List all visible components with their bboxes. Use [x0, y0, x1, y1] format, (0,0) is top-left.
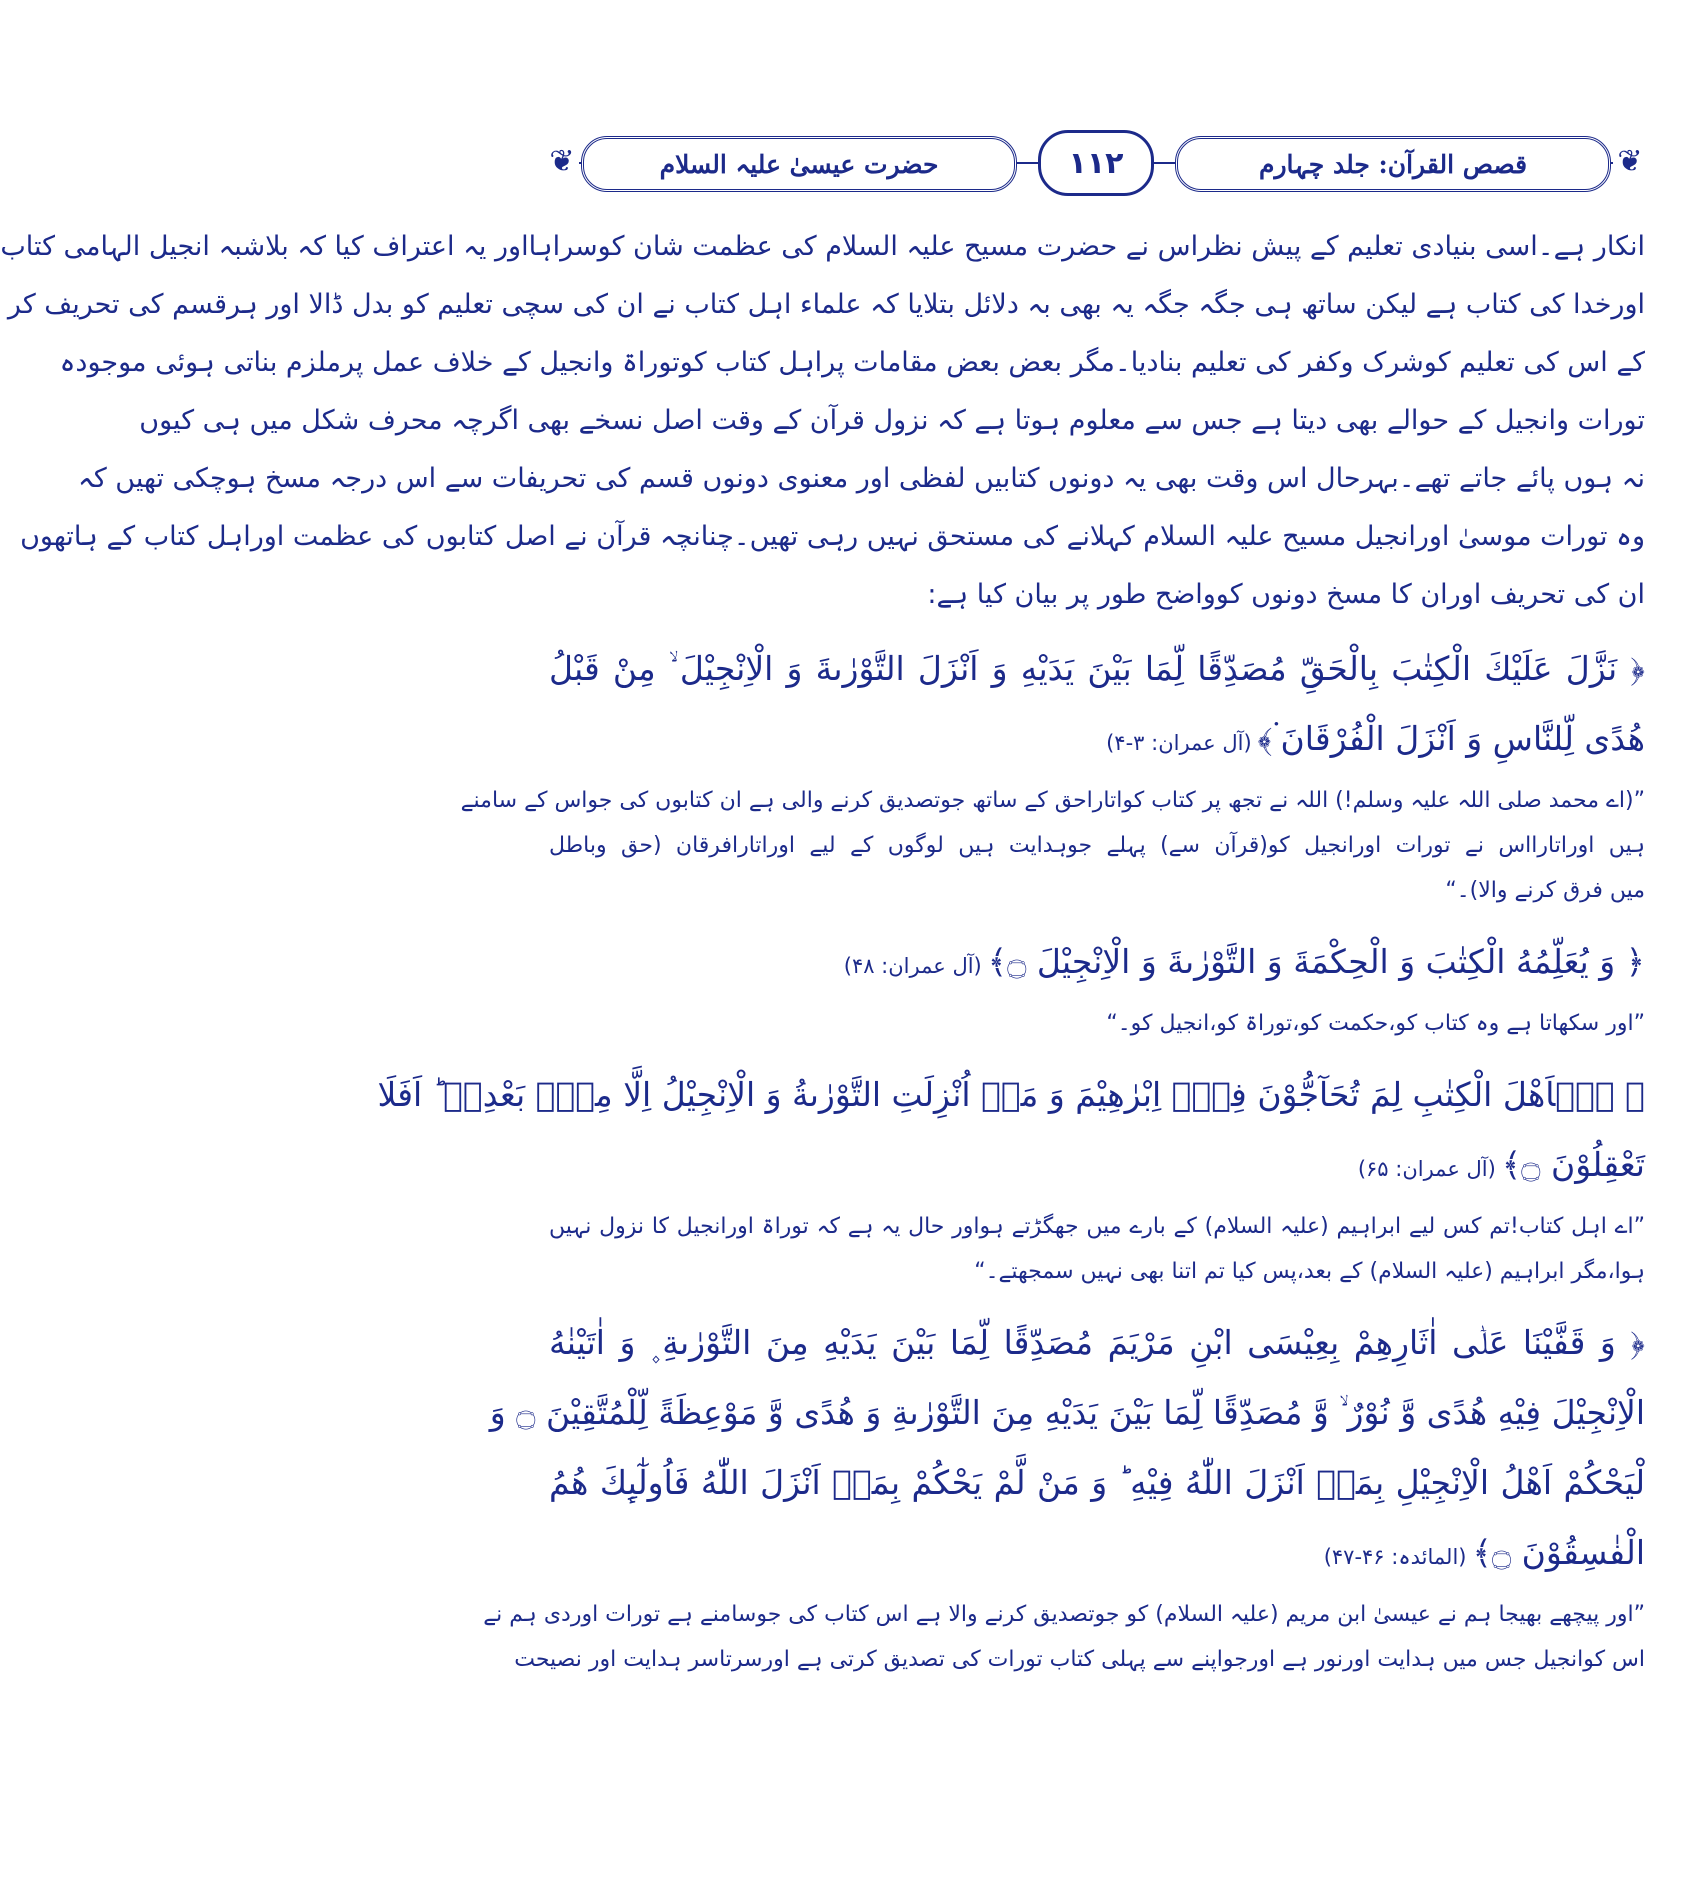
verse-line: ﴿ يٰۤاَهْلَ الْكِتٰبِ لِمَ تُحَآجُّوْنَ فِيْۤ اِبْرٰهِيْمَ وَ مَاۤ اُنْزِلَتِ التَّوْرٰىةُ وَ الْاِنْجِيْلُ اِلَّا مِنْۢ بَعْدِهٖ ؕ اَفَلَا: [377, 1075, 1645, 1114]
verse-line: [549, 927, 1645, 997]
quran-verse: [489, 1308, 1645, 1588]
verse-line-text: هُدًى لِّلنَّاسِ وَ اَنْزَلَ الْفُرْقَانَ ۬﴾: [1257, 719, 1645, 758]
intro-line: وہ تورات موسیٰ اورانجیل مسیح علیہ السلام کہلانے کی مستحق نہیں رہی تھیں۔چنانچہ قرآن نے اصل کتابوں کی عظمت اوراہل کتاب کے ہاتھوں: [20, 521, 1645, 552]
verse-reference: (آل عمران: ۳-۴): [1106, 731, 1252, 755]
verse-line: ﴿ نَزَّلَ عَلَيْكَ الْكِتٰبَ بِالْحَقِّ مُصَدِّقًا لِّمَا بَيْنَ يَدَيْهِ وَ اَنْزَلَ التَّوْرٰىةَ وَ الْاِنْجِيْلَ ۙ مِنْ قَبْلُ: [549, 649, 1645, 688]
verse-line-text: تَعْقِلُوْنَ ۝﴾: [1501, 1145, 1645, 1184]
verse-line: الْاِنْجِيْلَ فِيْهِ هُدًى وَّ نُوْرٌ ۙ وَّ مُصَدِّقًا لِّمَا بَيْنَ يَدَيْهِ مِنَ التَّوْرٰىةِ وَ هُدًى وَّ مَوْعِظَةً لِّلْمُتَّقِيْنَ ۝ وَ: [489, 1393, 1645, 1432]
page-content: [0, 218, 1645, 1696]
book-title: قصص القرآن: جلد چہارم: [1175, 136, 1611, 192]
verse-line-text: الْفٰسِقُوْنَ ۝﴾: [1472, 1533, 1645, 1572]
page-number: ۱۱۲: [1038, 130, 1154, 196]
quran-verse: [377, 1060, 1645, 1200]
verse-line: [549, 1130, 1645, 1200]
intro-line: اورخدا کی کتاب ہے لیکن ساتھ ہی جگہ جگہ یہ بھی بہ دلائل بتلایا کہ علماء اہل کتاب نے ان کی سچی تعلیم کو بدل ڈالا اور ہرقسم کی تحریف کر: [7, 289, 1645, 320]
header-ornament-right-icon: ❦: [1613, 144, 1647, 178]
intro-line: انکار ہے۔اسی بنیادی تعلیم کے پیش نظراس نے حضرت مسیح علیہ السلام کی عظمت شان کوسراہااور یہ اعتراف کیا کہ بلاشبہ انجیل الہامی کتاب: [0, 231, 1645, 262]
translation-line: ”اور سکھاتا ہے وہ کتاب کو،حکمت کو،توراۃ کو،انجیل کو۔“: [1106, 1011, 1645, 1036]
quran-verse: [549, 927, 1645, 997]
verse-line: لْيَحْكُمْ اَهْلُ الْاِنْجِيْلِ بِمَاۤ اَنْزَلَ اللّٰهُ فِيْهِ ؕ وَ مَنْ لَّمْ يَحْكُمْ بِمَاۤ اَنْزَلَ اللّٰهُ فَاُولٰٓىِٕكَ هُمُ: [549, 1463, 1645, 1502]
verse-reference: (آل عمران: ۴۸): [843, 954, 982, 978]
translation-line: میں فرق کرنے والا)۔“: [1445, 878, 1645, 903]
translation-line: اس کوانجیل جس میں ہدایت اورنور ہے اورجواپنے سے پہلی کتاب تورات کی تصدیق کرتی ہے اورسرتاسر ہدایت اور نصیحت: [514, 1647, 1645, 1672]
verse-translation: [460, 778, 1645, 913]
translation-line: ”اے اہل کتاب!تم کس لیے ابراہیم (علیہ السلام) کے بارے میں جھگڑتے ہواور حال یہ ہے کہ توراۃ اورانجیل کا نزول نہیں: [549, 1214, 1645, 1239]
intro-paragraph: [0, 218, 1645, 624]
intro-line: نہ ہوں پائے جاتے تھے۔بہرحال اس وقت بھی یہ دونوں کتابیں لفظی اور معنوی دونوں قسم کی تحریفات سے اس درجہ مسخ ہوچکی تھیں کہ: [78, 463, 1645, 494]
verse-line-text: ﴿ وَ يُعَلِّمُهُ الْكِتٰبَ وَ الْحِكْمَةَ وَ التَّوْرٰىةَ وَ الْاِنْجِيْلَ ۝﴾: [987, 942, 1645, 981]
translation-line: ہوا،مگر ابراہیم (علیہ السلام) کے بعد،پس کیا تم اتنا بھی نہیں سمجھتے۔“: [974, 1259, 1645, 1284]
verse-translation: [549, 1204, 1645, 1294]
verse-reference: (المائدہ: ۴۶-۴۷): [1323, 1545, 1467, 1569]
page-header: [541, 130, 1651, 196]
translation-line: ہیں اوراتارااس نے تورات اورانجیل کو(قرآن سے) پہلے جوہدایت ہیں لوگوں کے لیے اوراتارافرقان (حق وباطل: [549, 833, 1645, 858]
chapter-title: حضرت عیسیٰ علیہ السلام: [581, 136, 1017, 192]
verse-reference: (آل عمران: ۶۵): [1357, 1157, 1496, 1181]
translation-line: ”اور پیچھے بھیجا ہم نے عیسیٰ ابن مریم (علیہ السلام) کو جوتصدیق کرنے والا ہے اس کتاب کی جوسامنے ہے تورات اوردی ہم نے: [483, 1602, 1645, 1627]
verse-line: [549, 704, 1645, 774]
verse-line: [549, 1518, 1645, 1588]
intro-line: تورات وانجیل کے حوالے بھی دیتا ہے جس سے معلوم ہوتا ہے کہ نزول قرآن کے وقت اصل نسخے بھی اگرچہ محرف شکل میں ہی کیوں: [139, 405, 1645, 436]
intro-line: ان کی تحریف اوران کا مسخ دونوں کوواضح طور پر بیان کیا ہے:: [927, 579, 1645, 610]
header-ornament-left-icon: ❦: [545, 144, 579, 178]
intro-line: کے اس کی تعلیم کوشرک وکفر کی تعلیم بنادیا۔مگر بعض بعض مقامات پراہل کتاب کوتوراۃ وانجیل کے خلاف عمل پرملزم بناتی ہوئی موجودہ: [59, 347, 1645, 378]
verse-line: ﴿ وَ قَفَّيْنَا عَلٰۤى اٰثَارِهِمْ بِعِيْسَى ابْنِ مَرْيَمَ مُصَدِّقًا لِّمَا بَيْنَ يَدَيْهِ مِنَ التَّوْرٰىةِ ۪ وَ اٰتَيْنٰهُ: [549, 1323, 1645, 1362]
quran-verse: [549, 634, 1645, 774]
verse-translation: [549, 1001, 1645, 1046]
translation-line: ”(اے محمد صلی اللہ علیہ وسلم!) اللہ نے تجھ پر کتاب کواتاراحق کے ساتھ جوتصدیق کرنے والی ہے ان کتابوں کی جواس کے سامنے: [460, 788, 1645, 813]
verse-translation: [483, 1592, 1645, 1682]
